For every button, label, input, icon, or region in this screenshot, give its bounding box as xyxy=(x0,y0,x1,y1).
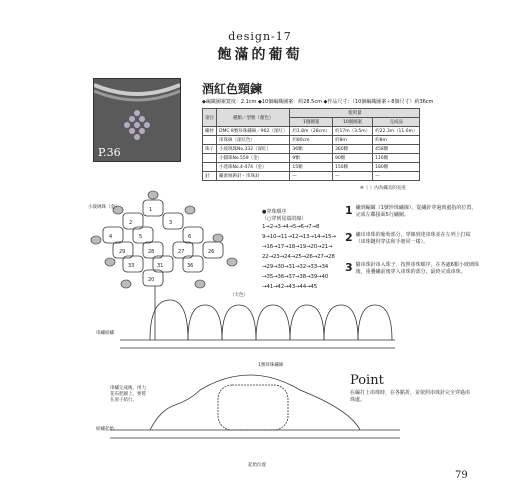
svg-text:36: 36 xyxy=(187,263,194,269)
table-cell: 小圓珠No.559（金） xyxy=(217,154,290,163)
chain-stitch-base xyxy=(120,340,395,348)
point-title: Point xyxy=(350,373,384,388)
section-title: 酒紅色頸鍊 xyxy=(202,82,263,96)
svg-text:27: 27 xyxy=(178,249,185,255)
size-info: ◆編織圖案寬度：2.1cm ◆10個編織圖案：約28.5cm ◆作品尺寸：（10個編織圖案＋8個尺寸）約36cm xyxy=(202,99,434,105)
steps-subheading: （○穿到尾端的線） xyxy=(262,216,307,222)
sequence-line: →35→36→37→38→39→40 xyxy=(262,274,329,280)
table-header-type: 種類／型號（顏色） xyxy=(217,109,290,127)
svg-text:28: 28 xyxy=(148,249,155,255)
table-cell: DMC 8號珍珠繡線／902（深紅） xyxy=(217,127,290,136)
table-header-q3: 完成品 xyxy=(373,118,420,127)
svg-text:3: 3 xyxy=(169,220,173,226)
label-rail: 1號珍珠繡線 xyxy=(258,363,284,368)
table-cell: 小達珠No.4-474（金） xyxy=(217,163,290,172)
table-cell: 繡蕾絲鉤針・串珠針 xyxy=(217,172,290,181)
page-number: 79 xyxy=(455,470,468,481)
page-title: 飽滿的葡萄 xyxy=(217,47,303,63)
svg-text:29: 29 xyxy=(119,249,126,255)
loop-row xyxy=(150,300,392,340)
sequence-line: →29→30→31→32→33→34 xyxy=(262,264,329,270)
instruction-1 xyxy=(345,205,480,219)
table-cell: 36顆 xyxy=(290,145,333,154)
instruction-3 xyxy=(345,262,480,276)
svg-text:1: 1 xyxy=(149,207,153,213)
table-cell: 約1.8m（28cm） xyxy=(290,127,333,136)
svg-text:4: 4 xyxy=(109,234,113,240)
table-cell: 約17m（3.5m） xyxy=(333,127,373,136)
instruction-number: 3 xyxy=(345,261,353,274)
table-cell: 珠子 xyxy=(203,145,217,154)
table-cell: 180顆 xyxy=(373,163,420,172)
table-cell: 約80cm xyxy=(290,136,333,145)
sequence-line: 9→10→11→12→13→14→15→ xyxy=(262,234,336,240)
label-gold-bead: 小玻璃珠（金） xyxy=(88,205,120,210)
svg-text:5: 5 xyxy=(139,234,143,240)
sequence-line: 1→2→3→4→5→6→7→8 xyxy=(262,224,320,230)
point-text: 在編打上串珠時，在各點折，並依照串珠針完全穿過串珠處。 xyxy=(350,390,471,403)
table-cell: 小玻璃珠No.332（深紅） xyxy=(217,145,290,154)
steps-heading: ●穿珠順序 xyxy=(262,209,287,215)
table-cell: 針 xyxy=(203,172,217,181)
table-cell: 458顆 xyxy=(373,145,420,154)
svg-text:26: 26 xyxy=(208,249,215,255)
table-cell: 150顆 xyxy=(333,163,373,172)
table-header-q2: 10個圖案 xyxy=(333,118,373,127)
table-cell: 116顆 xyxy=(373,154,420,163)
table-cell: 約22.3m（11.6m） xyxy=(373,127,420,136)
sequence-line: →41→42→43→44→45 xyxy=(262,284,318,290)
design-label: design-17 xyxy=(228,30,292,43)
table-footnote: ※（ ）內為繡具的長度 xyxy=(360,186,406,191)
label-start: 結繡起始 xyxy=(96,427,114,432)
instruction-text: 繡出串珠的葡萄部分，穿線到達串珠並在左列上打結（串珠鏈材穿法和手冊同一樣）。 xyxy=(355,232,471,245)
table-cell: — xyxy=(290,172,333,181)
table-cell: 串珠線（深紅色） xyxy=(217,136,290,145)
label-diagram-tag: （天色） xyxy=(230,293,248,298)
svg-text:31: 31 xyxy=(157,263,164,269)
sequence-line: →16→17→18→19→20→21→ xyxy=(262,244,333,250)
table-cell: 約8m xyxy=(373,136,420,145)
instruction-text: 隨串珠針串入珠子，按照串珠順序，在各處6顆小玻璃珠後，重疊繡前後穿入串珠的部分，最終完成串珠。 xyxy=(355,262,479,275)
label-start-position: 起始位置 xyxy=(248,463,266,468)
table-cell: 15顆 xyxy=(290,163,333,172)
photo-page-ref: P.36 xyxy=(98,146,121,159)
sequence-line: 22→23→24→25→26→27→28 xyxy=(262,254,335,260)
table-cell: — xyxy=(333,172,373,181)
instruction-2 xyxy=(345,232,480,246)
table-cell: 繡材 xyxy=(203,127,217,136)
table-header-item: 項目 xyxy=(203,109,217,127)
table-cell: — xyxy=(373,172,420,181)
table-cell: 約8m xyxy=(333,136,373,145)
instruction-text: 繡到編織（1號珍珠繡線），從繡針穿過到處指的位置，完成左鄰接面5行繡圖。 xyxy=(355,205,477,218)
table-cell: 360顆 xyxy=(333,145,373,154)
svg-text:6: 6 xyxy=(188,234,192,240)
label-chain: 串繡結繡 xyxy=(96,331,114,336)
svg-text:2: 2 xyxy=(129,220,133,226)
label-note: 串繡完成後，用力 花布把圖上，要將 在原子結行。 xyxy=(110,386,146,403)
table-cell: 90顆 xyxy=(333,154,373,163)
svg-text:33: 33 xyxy=(128,263,135,269)
svg-text:20: 20 xyxy=(148,277,155,283)
instruction-number: 2 xyxy=(345,231,353,244)
table-header-qty: 使用量 xyxy=(290,109,420,118)
table-header-q1: 1個圖案 xyxy=(290,118,333,127)
table-cell: 9顆 xyxy=(290,154,333,163)
instruction-number: 1 xyxy=(345,204,353,217)
